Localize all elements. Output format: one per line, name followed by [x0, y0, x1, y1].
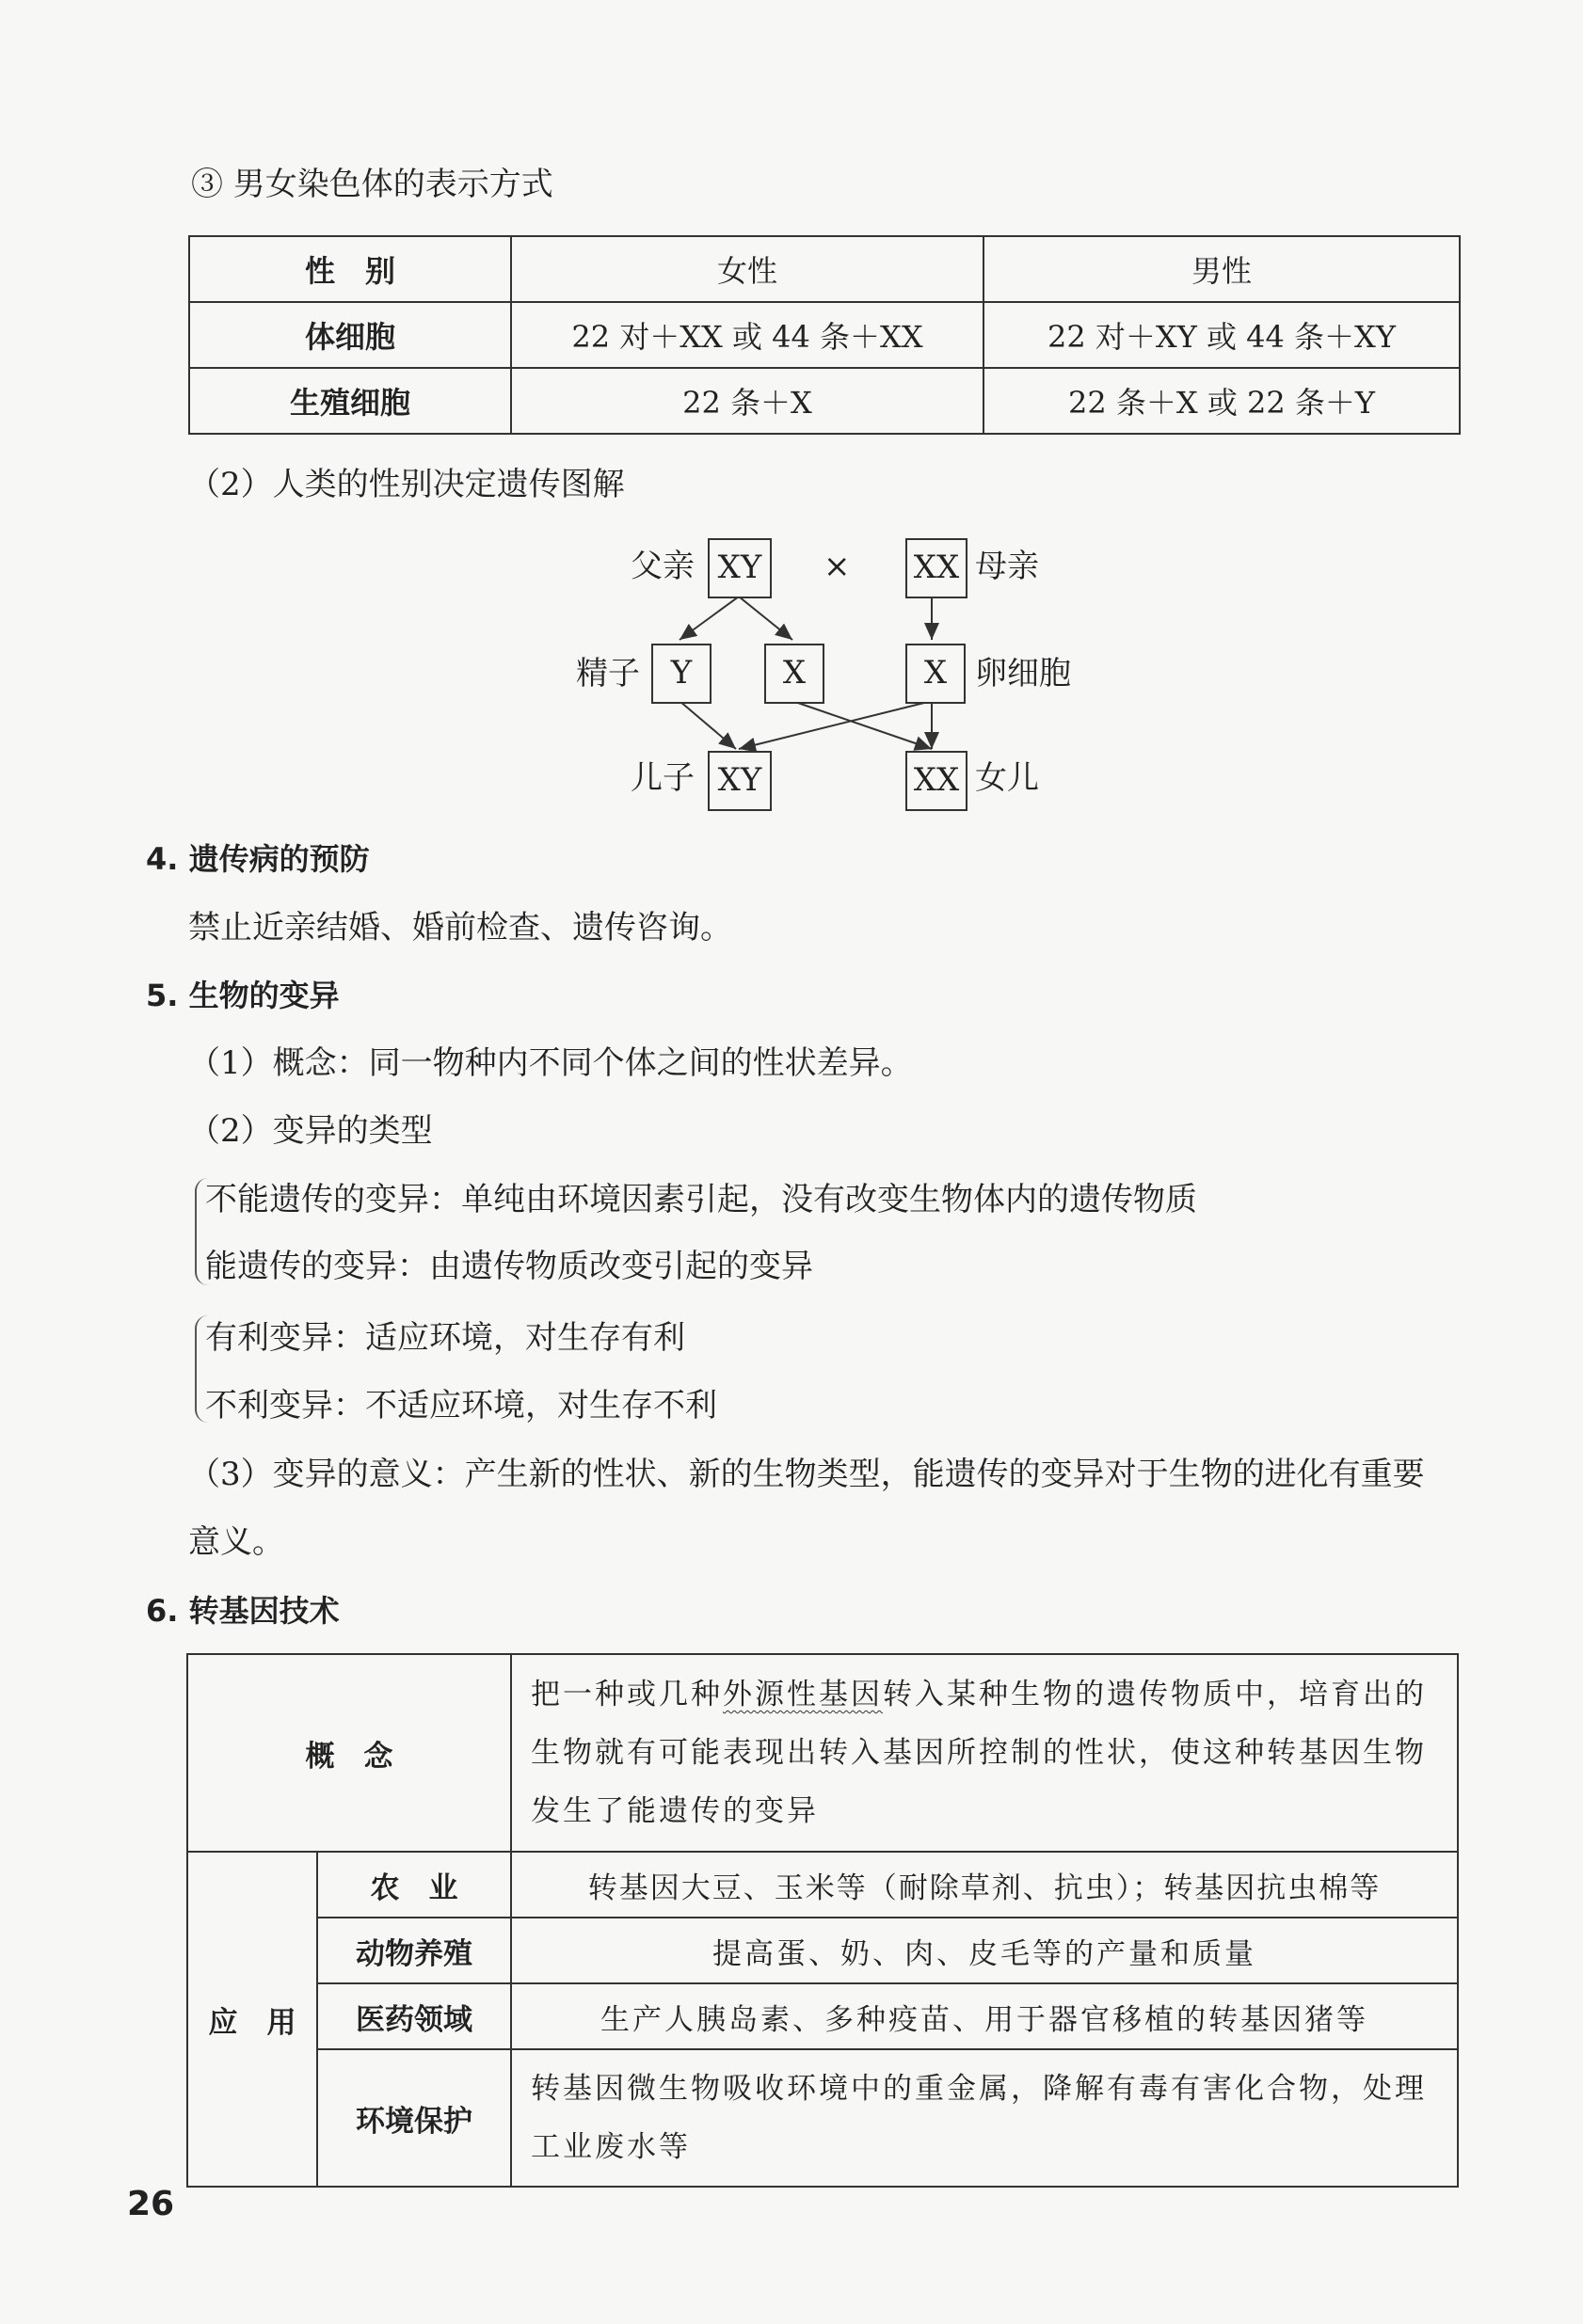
- row-label: 体细胞: [189, 302, 511, 368]
- diagram-title: （2）人类的性别决定遗传图解: [188, 466, 625, 503]
- table-row: [187, 1983, 1458, 2049]
- field-desc: 生产人胰岛素、多种疫苗、用于器官移植的转基因猪等: [511, 1983, 1458, 2049]
- arrow-father-to-y: [680, 597, 739, 640]
- section4-heading: 4. 遗传病的预防: [146, 841, 370, 877]
- field-label: 动物养殖: [317, 1918, 511, 1983]
- table-row: [187, 1852, 1458, 1918]
- cell-male: 22 对＋XY 或 44 条＋XY: [983, 302, 1460, 368]
- sperm-x-box: X: [764, 644, 824, 704]
- cell-female: 22 条＋X: [511, 368, 983, 434]
- variation-significance-line1: （3）变异的意义：产生新的性状、新的生物类型，能遗传的变异对于生物的进化有重要: [188, 1456, 1425, 1493]
- cell-male: 22 条＋X 或 22 条＋Y: [983, 368, 1460, 434]
- daughter-label: 女儿: [975, 759, 1039, 797]
- field-desc: 转基因大豆、玉米等（耐除草剂、抗虫）；转基因抗虫棉等: [511, 1852, 1458, 1918]
- row-label: 生殖细胞: [189, 368, 511, 434]
- concept-row: [187, 1654, 1458, 1852]
- concept-text-post: 转入某种生物的遗传物质中，培育出的生物就有可能表现出转入基因所控制的性状，使这种转基因生物发生了能遗传的变异: [531, 1678, 1427, 1828]
- son-genotype-box: XY: [708, 751, 772, 811]
- sperm-label: 精子: [576, 655, 640, 692]
- page-number: 26: [127, 2185, 175, 2223]
- non-heritable-variation: 不能遗传的变异：单纯由环境因素引起，没有改变生物体内的遗传物质: [205, 1181, 1197, 1218]
- arrow-father-to-x: [739, 597, 792, 640]
- father-label: 父亲: [631, 548, 695, 585]
- header-sex: 性 别: [189, 236, 511, 302]
- concept-label: 概 念: [187, 1654, 511, 1852]
- diagram-arrows: [0, 0, 1583, 847]
- cell-female: 22 对＋XX 或 44 条＋XX: [511, 302, 983, 368]
- exogenous-gene-term: 外源性基因: [723, 1678, 883, 1711]
- transgenic-table: [186, 1653, 1459, 2188]
- cross-symbol: ×: [823, 548, 851, 585]
- father-genotype-box: XY: [708, 538, 772, 598]
- sperm-y-box: Y: [651, 644, 712, 704]
- arrow-egg-to-son: [739, 701, 932, 749]
- egg-label: 卵细胞: [975, 655, 1071, 692]
- arrow-x-to-daughter: [792, 701, 932, 749]
- concept-text-pre: 把一种或几种: [531, 1678, 723, 1711]
- section4-text: 禁止近亲结婚、婚前检查、遗传咨询。: [188, 909, 732, 947]
- field-desc: 转基因微生物吸收环境中的重金属，降解有毒有害化合物，处理工业废水等: [511, 2049, 1458, 2187]
- section5-heading: 5. 生物的变异: [146, 978, 340, 1013]
- application-label: 应 用: [187, 1852, 317, 2187]
- header-female: 女性: [511, 236, 983, 302]
- son-label: 儿子: [631, 759, 695, 797]
- beneficial-variation: 有利变异：适应环境，对生存有利: [205, 1319, 685, 1357]
- egg-x-box: X: [905, 644, 966, 704]
- field-label: 医药领域: [317, 1983, 511, 2049]
- mother-genotype-box: XX: [905, 538, 967, 598]
- heritable-variation: 能遗传的变异：由遗传物质改变引起的变异: [205, 1248, 813, 1285]
- section3-heading: ③ 男女染色体的表示方式: [191, 166, 553, 203]
- table-row: [187, 1918, 1458, 1983]
- harmful-variation: 不利变异：不适应环境，对生存不利: [205, 1387, 717, 1425]
- variation-significance-line2: 意义。: [188, 1523, 284, 1561]
- variation-concept: （1）概念：同一物种内不同个体之间的性状差异。: [188, 1044, 913, 1082]
- daughter-genotype-box: XX: [905, 751, 967, 811]
- field-label: 环境保护: [317, 2049, 511, 2187]
- section6-heading: 6. 转基因技术: [146, 1593, 340, 1629]
- variation-types-title: （2）变异的类型: [188, 1112, 433, 1150]
- mother-label: 母亲: [975, 548, 1039, 585]
- field-desc: 提高蛋、奶、肉、皮毛等的产量和质量: [511, 1918, 1458, 1983]
- arrow-y-to-son: [680, 701, 736, 749]
- field-label: 农 业: [317, 1852, 511, 1918]
- table-row: [187, 2049, 1458, 2187]
- header-male: 男性: [983, 236, 1460, 302]
- concept-text: [511, 1654, 1458, 1852]
